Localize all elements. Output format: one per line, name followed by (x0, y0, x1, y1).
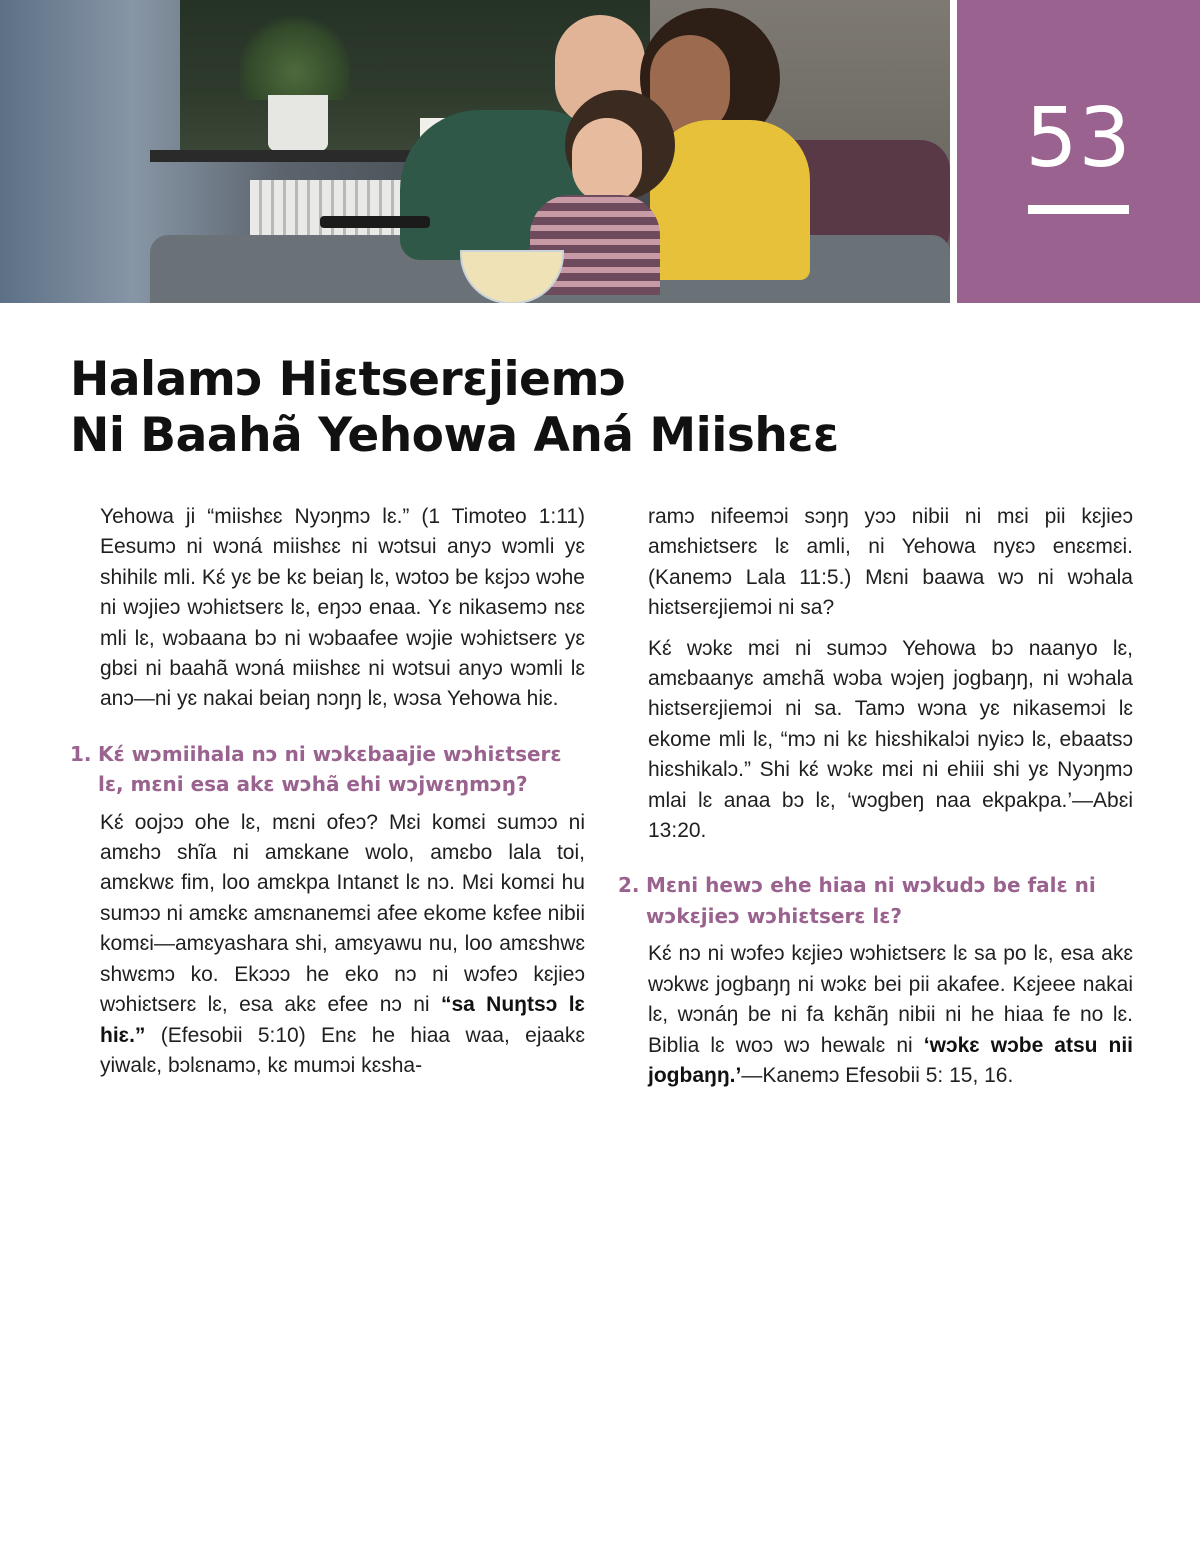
paragraph-3-text-cont: —Kanemɔ Efesobii 5: 15, 16. (741, 1063, 1014, 1087)
paragraph-3 (648, 939, 1133, 1091)
question-1-number: 1. (70, 741, 92, 766)
header-photo (0, 0, 950, 303)
left-column (70, 502, 585, 1091)
question-2-text: Mɛni hewɔ ehe hiaa ni wɔkudɔ be falɛ ni wɔkɛjieɔ wɔhiɛtserɛ lɛ? (646, 873, 1096, 928)
chapter-number: 53 (1025, 91, 1132, 186)
question-1-text: Kɛ́ wɔmiihala nɔ ni wɔkɛbaajie wɔhiɛtserɛ lɛ, mɛni esa akɛ wɔhã ehi wɔjwɛŋmɔŋ? (98, 741, 562, 797)
paragraph-1 (100, 808, 585, 1082)
question-1 (70, 739, 585, 800)
lesson-title-line-1: Halamɔ Hiɛtserɛjiemɔ (70, 352, 627, 407)
question-2-number: 2. (618, 873, 640, 898)
paragraph-2: Kɛ́ wɔkɛ mɛi ni sumɔɔ Yehowa bɔ naanyo lɛ, amɛbaanyɛ amɛhã wɔba wɔjeŋ jogbaŋŋ, ni wɔhala hiɛtserɛjiemɔi ni sa. Tamɔ wɔna yɛ nikasemɔi lɛ ekome mli lɛ, “mɔ ni kɛ hiɛshikalɔi nyiɛɔ lɛ, ebaatsɔ hiɛshikalɔ.” Shi kɛ́ wɔkɛ mɛi ni ehiii shi yɛ Nyɔŋmɔ mlai lɛ anaa bɔ lɛ, ‘wɔgbeŋ naa ekpakpa.’—Abɛi 13:20. (648, 636, 1133, 843)
paragraph-1-continued: ramɔ nifeemɔi sɔŋŋ yɔɔ nibii ni mɛi pii kɛjieɔ amɛhiɛtserɛ lɛ amli, ni Yehowa nyɛɔ enɛɛmɛi. (Kanemɔ Lala 11:5.) Mɛni baawa wɔ ni wɔhala hiɛtserɛjiemɔi ni sa? (648, 505, 1133, 620)
right-column (618, 502, 1133, 1101)
paragraph-1-text-cont: (Efesobii 5:10) Enɛ he hiaa waa, ejaakɛ yiwalɛ, bɔlɛnamɔ, kɛ mumɔi kɛsha- (100, 1023, 585, 1077)
house-plant (240, 10, 350, 100)
question-2 (618, 870, 1133, 931)
lesson-title (70, 352, 839, 464)
girl-head (572, 118, 642, 203)
paragraph-1-emphasis: “sa Nuŋtsɔ lɛ hiɛ.” (100, 993, 585, 1047)
chapter-badge (957, 0, 1200, 303)
paragraph-1-text: Kɛ́ oojɔɔ ohe lɛ, mɛni ofeɔ? Mɛi komɛi sumɔɔ ni amɛhɔ shĩa ni amɛkane wolo, amɛbo lala toi, amɛkwɛ fim, loo amɛkpa Intanɛt lɛ nɔ. Mɛi komɛi hu sumɔɔ ni amɛkɛ amɛnanemɛi afee ekome kɛfee nibii komɛi—amɛyashara shi, amɛyawu nu, loo amɛshwɛ shwɛmɔ ko. Ekɔɔɔ he eko nɔ ni wɔfeɔ kɛjieɔ wɔhiɛtserɛ lɛ, esa akɛ efee nɔ ni (100, 810, 585, 1017)
tv-remote (320, 216, 430, 228)
chapter-underline (1028, 205, 1129, 214)
lesson-title-line-2: Ni Baahã Yehowa Aná Miishɛɛ (70, 408, 839, 463)
paragraph-3-emphasis: ‘wɔkɛ wɔbe atsu nii jogbaŋŋ.’ (648, 1033, 1133, 1087)
intro-paragraph: Yehowa ji “miishɛɛ Nyɔŋmɔ lɛ.” (1 Timoteo 1:11) Eesumɔ ni wɔná miishɛɛ ni wɔtsui anyɔ wɔmli yɛ shihilɛ mli. Kɛ́ yɛ be kɛ beiaŋ lɛ, wɔtoɔ be kɛjɔɔ wɔhe ni wɔjieɔ wɔhiɛtserɛ lɛ, eŋɔɔ enaa. Yɛ nikasemɔ nɛɛ mli lɛ, wɔbaana bɔ ni wɔbaafee wɔjie wɔhiɛtserɛ yɛ gbɛi ni baahã wɔná miishɛɛ ni wɔtsui anyɔ wɔmli lɛ anɔ—ni yɛ nakai beiaŋ nɔŋŋ lɛ, wɔsa Yehowa hiɛ. (100, 505, 585, 711)
plant-pot (268, 95, 328, 151)
paragraph-3-text: Kɛ́ nɔ ni wɔfeɔ kɛjieɔ wɔhiɛtserɛ lɛ sa po lɛ, esa akɛ wɔkwɛ jogbaŋŋ ni wɔkɛ bei pii akafee. Kɛjeee nakai lɛ, wɔnáŋ be ni fa kɛhãŋ nibii ni he hiaa fe no lɛ. Biblia lɛ woɔ wɔ hewalɛ ni (648, 942, 1133, 1057)
